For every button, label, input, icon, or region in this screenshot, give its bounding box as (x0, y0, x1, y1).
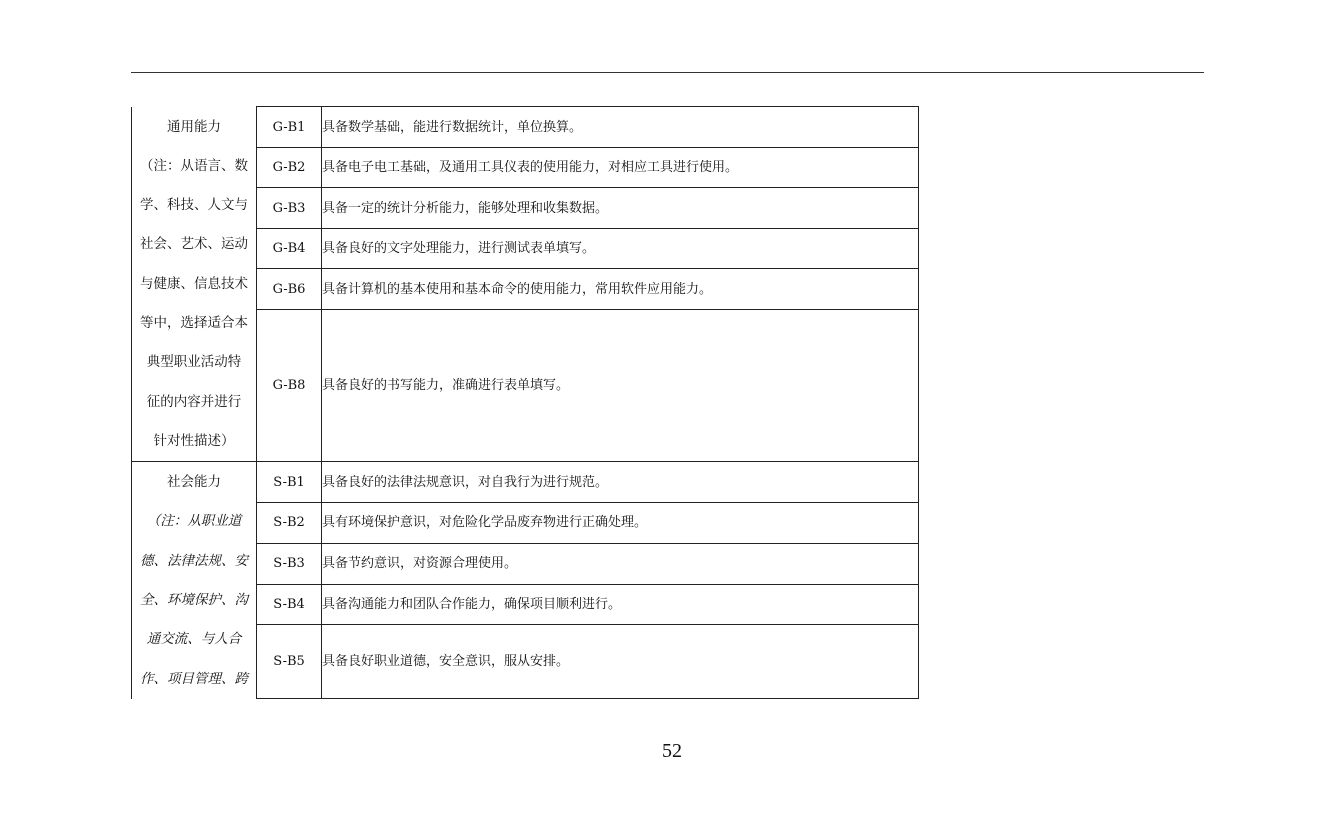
description-cell: 具备数学基础，能进行数据统计，单位换算。 (322, 107, 919, 148)
category-line: 德、法律法规、安 (140, 552, 248, 569)
code-cell: S-B3 (257, 543, 322, 584)
table-row (132, 462, 919, 503)
description-cell: 具备节约意识，对资源合理使用。 (322, 543, 919, 584)
code-cell: S-B1 (257, 462, 322, 503)
code-cell: G-B8 (257, 310, 322, 462)
code-cell: G-B6 (257, 269, 322, 310)
category-line: 通交流、与人合 (146, 631, 242, 648)
category-line: （注：从语言、数 (140, 157, 248, 174)
description-cell: 具备沟通能力和团队合作能力，确保项目顺利进行。 (322, 584, 919, 624)
competency-table (131, 106, 919, 699)
header-rule (131, 72, 1204, 73)
code-cell: G-B3 (257, 188, 322, 229)
code-cell: S-B2 (257, 503, 322, 543)
description-cell: 具备计算机的基本使用和基本命令的使用能力，常用软件应用能力。 (322, 269, 919, 310)
category-general (132, 107, 257, 462)
table-row (132, 107, 919, 148)
category-line: 学、科技、人文与 (140, 197, 248, 214)
code-cell: G-B1 (257, 107, 322, 148)
category-line: 等中，选择适合本 (140, 314, 248, 331)
description-cell: 具备一定的统计分析能力，能够处理和收集数据。 (322, 188, 919, 229)
category-line: （注：从职业道 (146, 513, 242, 530)
description-cell: 具有环境保护意识，对危险化学品废弃物进行正确处理。 (322, 503, 919, 543)
code-cell: G-B4 (257, 229, 322, 269)
code-cell: S-B5 (257, 625, 322, 699)
category-line: 征的内容并进行 (146, 393, 242, 410)
category-line: 通用能力 (167, 118, 221, 135)
category-line: 全、环境保护、沟 (140, 592, 248, 609)
page-number: 52 (662, 740, 682, 762)
category-line: 与健康、信息技术 (140, 275, 248, 292)
category-line: 作、项目管理、跨 (140, 670, 248, 687)
category-line: 社会、艺术、运动 (140, 236, 248, 253)
description-cell: 具备良好职业道德，安全意识，服从安排。 (322, 625, 919, 699)
description-cell: 具备良好的法律法规意识，对自我行为进行规范。 (322, 462, 919, 503)
description-cell: 具备电子电工基础，及通用工具仪表的使用能力，对相应工具进行使用。 (322, 148, 919, 188)
description-cell: 具备良好的文字处理能力，进行测试表单填写。 (322, 229, 919, 269)
code-cell: S-B4 (257, 584, 322, 624)
category-line: 典型职业活动特 (146, 354, 242, 371)
category-line: 针对性描述） (153, 432, 235, 449)
description-cell: 具备良好的书写能力，准确进行表单填写。 (322, 310, 919, 462)
category-social (132, 462, 257, 699)
category-line: 社会能力 (167, 474, 221, 491)
code-cell: G-B2 (257, 148, 322, 188)
